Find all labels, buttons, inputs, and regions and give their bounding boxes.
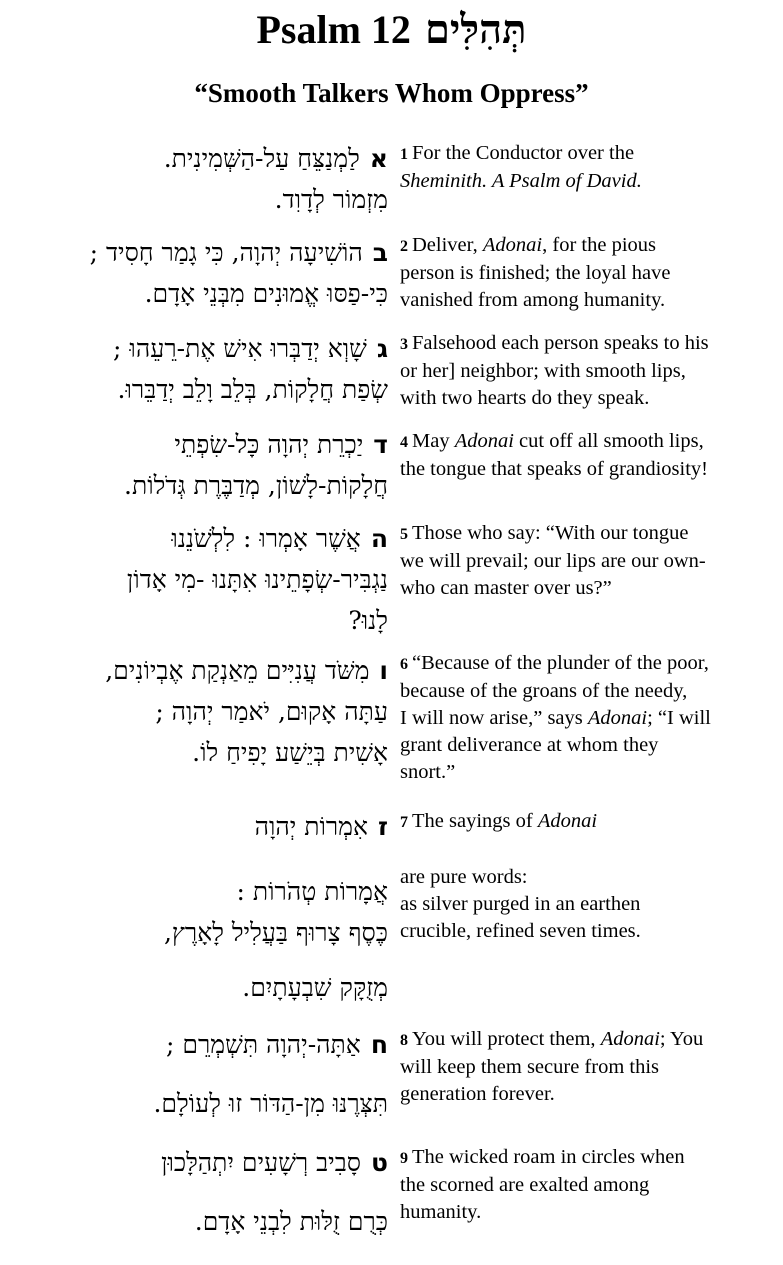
verse-letter: א <box>369 144 388 173</box>
hebrew-line: כֶּסֶף צָרוּף בַּעֲלִיל לָאָרֶץ, <box>163 918 388 947</box>
title-english: Psalm 12 <box>256 7 411 52</box>
english-line: are pure words: <box>400 866 528 888</box>
hebrew-line: יַכְרֵת יְהוָה כָּל-שִׂפְתֵי <box>174 430 364 459</box>
verse-letter: ו <box>379 656 388 685</box>
page-title <box>0 6 783 54</box>
hebrew-line: אֲשֶׁר אָמְרוּ : לִלְשֹׁנֵנוּ <box>171 524 361 553</box>
verse-1-english <box>400 140 775 195</box>
english-line: will keep them secure from this <box>400 1056 660 1078</box>
hebrew-line: אַתָּה-יְהוָה תִּשְׁמְרֵם ; <box>166 1030 361 1059</box>
english-line: the scorned are exalted among <box>400 1174 650 1196</box>
english-line: because of the groans of the needy, <box>400 680 688 702</box>
hebrew-line: הוֹשִׁיעָה יְהוָה, כִּי גָמַר חָסִיד ; <box>89 238 363 267</box>
hebrew-line: נַגְבִּיר-שְׂפָתֵינוּ אִתָּנוּ -מִי אָדוֹן <box>126 565 388 594</box>
verse-letter: ט <box>371 1148 388 1177</box>
verse-7-hebrew <box>0 806 388 1008</box>
english-line: Deliver, Adonai, for the pious <box>412 234 656 256</box>
english-line: The sayings of Adonai <box>412 810 598 832</box>
hebrew-line: תִּצְּרֶנּוּ מִן-הַדּוֹר זוּ לְעוֹלָם. <box>153 1089 388 1118</box>
verse-number: 3 <box>400 336 408 353</box>
verse-5-english <box>400 520 775 602</box>
english-line: Those who say: “With our tongue <box>412 522 689 544</box>
verse-number: 7 <box>400 814 408 831</box>
hebrew-line: עַתָּה אָקוּם, יֹאמַר יְהוָה ; <box>155 697 388 726</box>
hebrew-line: מְזֻקָּק שִׁבְעָתָיִם. <box>242 973 388 1002</box>
hebrew-line: כְּרֻם זֻלּוּת לִבְנֵי אָדָם. <box>194 1207 388 1236</box>
verse-number: 8 <box>400 1032 408 1049</box>
english-line: with two hearts do they speak. <box>400 387 650 409</box>
english-line: vanished from among humanity. <box>400 289 666 311</box>
hebrew-line: שָׁוְא יְדַבְּרוּ אִישׁ אֶת-רֵעֵהוּ ; <box>113 334 367 363</box>
hebrew-line: אִמְרוֹת יְהוָה <box>254 812 368 841</box>
verse-number: 2 <box>400 238 408 255</box>
english-line <box>412 430 704 452</box>
verse-6-hebrew <box>0 650 388 773</box>
verse-3-hebrew <box>0 328 388 410</box>
verse-8-english <box>400 1026 775 1108</box>
verse-9-hebrew <box>0 1142 388 1242</box>
verse-letter: ד <box>373 430 388 459</box>
hebrew-line: לַמְנַצֵּחַ עַל-הַשְּׁמִינִית. <box>163 144 360 173</box>
verse-number: 1 <box>400 146 408 163</box>
hebrew-line: שְׂפַת חֲלָקוֹת, בְּלֵב וָלֵב יְדַבֵּרוּ. <box>117 375 388 404</box>
hebrew-line: מִשֹּׁד עֲנִיִּים מֵאַנְקַת אֶבְיוֹנִים, <box>105 656 370 685</box>
english-line: snort.” <box>400 761 456 783</box>
english-line: Falsehood each person speaks to his <box>412 332 709 354</box>
page-subtitle: “Smooth Talkers Whom Oppress” <box>194 78 589 108</box>
english-line: or her] neighbor; with smooth lips, <box>400 360 686 382</box>
verse-6-english <box>400 650 775 786</box>
verse-number: 6 <box>400 656 408 673</box>
english-line: You will protect them, Adonai; You <box>412 1028 704 1050</box>
english-line: “Because of the plunder of the poor, <box>412 652 709 674</box>
hebrew-line: כִּי-פַסּוּ אֱמוּנִים מִבְּנֵי אָדָם. <box>144 279 388 308</box>
verse-letter: ג <box>376 334 388 363</box>
english-line-text: May Adonai cut off all smooth lips, <box>412 430 704 452</box>
hebrew-line: אֲמָרוֹת טְהֹרוֹת : <box>236 877 388 906</box>
verse-number: 5 <box>400 526 408 543</box>
verse-4-english <box>400 428 775 483</box>
english-line: humanity. <box>400 1201 482 1223</box>
hebrew-line: סָבִיב רְשָׁעִים יִתְהַלָּכוּן <box>161 1148 362 1177</box>
verse-number: 4 <box>400 434 408 451</box>
english-line: who can master over us?” <box>400 577 612 599</box>
hebrew-line: מִזְמוֹר לְדָוִד. <box>274 185 388 214</box>
hebrew-line: לָנוּ? <box>348 606 388 635</box>
english-line: grant deliverance at whom they <box>400 734 659 756</box>
verse-letter: ב <box>372 238 388 267</box>
english-line: generation forever. <box>400 1083 555 1105</box>
hebrew-line: אָשִׁית בְּיֵשַׁע יָפִיחַ לוֹ. <box>192 738 388 767</box>
verse-9-english <box>400 1144 775 1226</box>
hebrew-line: חֲלָקוֹת-לָשׁוֹן, מְדַבֶּרֶת גְּדֹלוֹת. <box>124 471 388 500</box>
english-line: as silver purged in an earthen <box>400 893 641 915</box>
verse-letter: ה <box>370 524 388 553</box>
english-line: Sheminith. A Psalm of David. <box>400 170 642 192</box>
verse-5-hebrew <box>0 518 388 641</box>
english-line: we will prevail; our lips are our own- <box>400 550 706 572</box>
english-line: person is finished; the loyal have <box>400 262 671 284</box>
verse-2-hebrew <box>0 232 388 314</box>
verse-letter: ח <box>370 1030 388 1059</box>
verse-number: 9 <box>400 1150 408 1167</box>
verse-3-english <box>400 330 775 412</box>
english-line: crucible, refined seven times. <box>400 920 641 942</box>
verse-letter: ז <box>377 812 388 841</box>
english-line: For the Conductor over the <box>412 142 635 164</box>
english-line: The wicked roam in circles when <box>412 1146 685 1168</box>
verse-8-hebrew <box>0 1024 388 1124</box>
verse-2-english <box>400 232 775 314</box>
english-line: I will now arise,” says Adonai; “I will <box>400 707 711 729</box>
title-hebrew: תְּהִלִּים <box>424 7 527 52</box>
verse-4-hebrew <box>0 424 388 506</box>
english-line: the tongue that speaks of grandiosity! <box>400 458 709 480</box>
verse-1-hebrew <box>0 138 388 220</box>
verse-7-english <box>400 808 775 945</box>
